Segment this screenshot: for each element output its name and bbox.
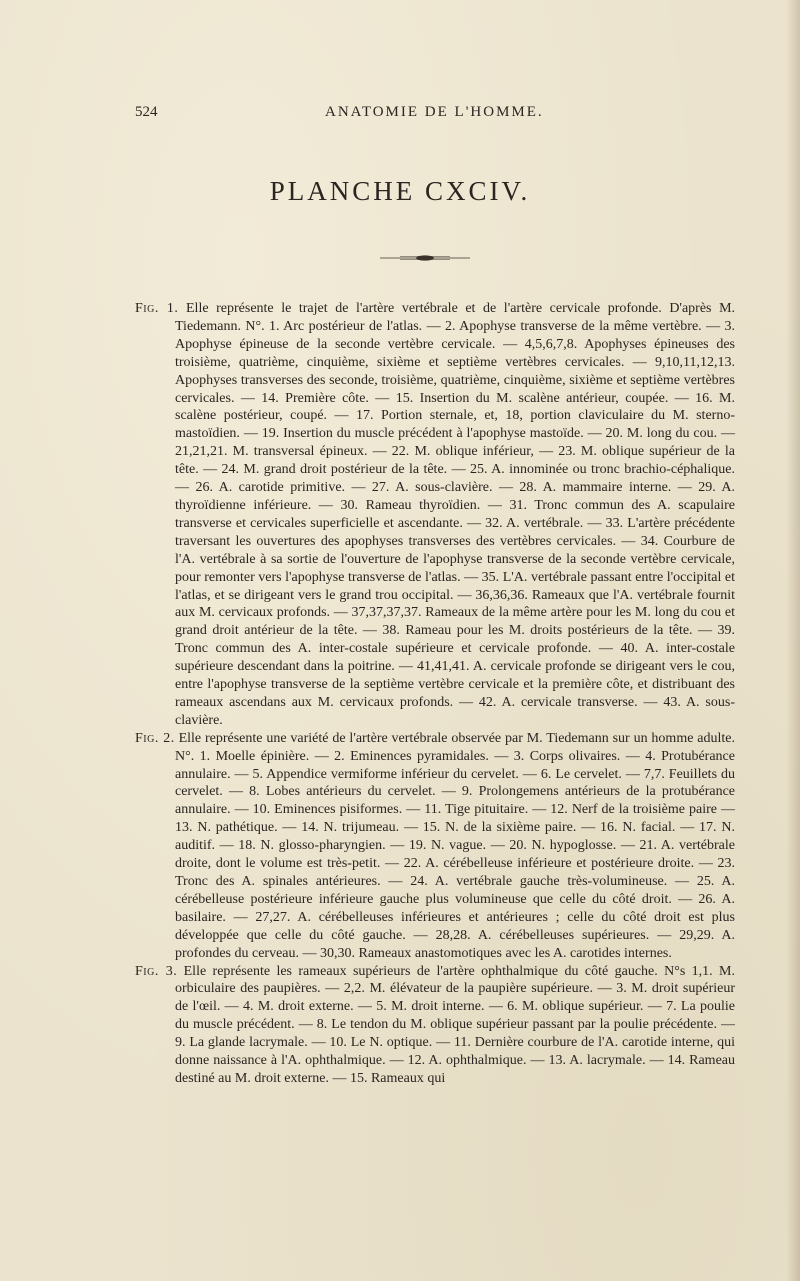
running-head	[135, 104, 735, 126]
figure-text-1: Elle représente le trajet de l'artère vertébrale et de l'artère cervicale profonde. D'après M. Tiedemann. N°. 1. Arc postérieur de l'atlas. — 2. Apophyse transverse de la même vertèbre. — 3. Apophyse épineuse de la seconde vertèbre cervicale. — 4,5,6,7,8. Apophyses épineuses des troisième, quatrième, cinquième, sixième et septième vertèbres cervicales. — 9,10,11,12,13. Apophyses transverses des seconde, troisième, quatrième, cinquième, sixième et septième vertèbres cervicales. — 14. Première côte. — 15. Insertion du M. scalène antérieur, coupée. — 16. M. scalène postérieur, coupé. — 17. Portion sternale, et, 18, portion claviculaire du M. sterno-mastoïdien. — 19. Insertion du muscle précédent à l'apophyse mastoïde. — 20. M. long du cou. — 21,21,21. M. transversal épineux. — 22. M. oblique inférieur, — 23. M. oblique supérieur de la tête. — 24. M. grand droit postérieur de la tête. — 25. A. innominée ou tronc brachio-céphalique. — 26. A. carotide primitive. — 27. A. sous-clavière. — 28. A. mammaire interne. — 29. A. thyroïdienne inférieure. — 30. Rameau thyroïdien. — 31. Tronc commun des A. scapulaire transverse et cervicales superficielle et ascendante. — 32. A. vertébrale. — 33. L'artère précédente traversant les ouvertures des apophyses transverses des vertèbres cervicales. — 34. Courbure de l'A. vertébrale à sa sortie de l'ouverture de l'apophyse transverse de la seconde vertèbre cervicale, pour remonter vers l'apophyse transverse de l'atlas. — 35. L'A. vertébrale passant entre l'occipital et l'atlas, et se dirigeant vers le grand trou occipital. — 36,36,36. Rameaux que l'A. vertébrale fournit aux M. cervicaux profonds. — 37,37,37,37. Rameaux de la même artère pour les M. long du cou et grand droit antérieur de la tête. — 38. Rameau pour les M. droits postérieurs de la tête. — 39. Tronc commun des A. inter-costale supérieure et cervicale profonde. — 40. A. inter-costale supérieure descendant dans la poitrine. — 41,41,41. A. cervicale profonde se dirigeant vers le cou, entre l'apophyse transverse de la septième vertèbre cervicale et la première côte, et distribuant des rameaux ascendans aux M. cervicaux profonds. — 42. A. cervicale transverse. — 43. A. sous-clavière.	[175, 301, 736, 728]
figure-text-2: Elle représente une variété de l'artère vertébrale observée par M. Tiedemann sur un homme adulte. N°. 1. Moelle épinière. — 2. Eminences pyramidales. — 3. Corps olivaires. — 4. Protubérance annulaire. — 5. Appendice vermiforme inférieur du cervelet. — 6. Le cervelet. — 7,7. Feuillets du cervelet. — 8. Lobes antérieurs du cervelet. — 9. Prolongemens antérieurs de la protubérance annulaire. — 10. Eminences pisiformes. — 11. Tige pituitaire. — 12. Nerf de la troisième paire — 13. N. pathétique. — 14. N. trijumeau. — 15. N. de la sixième paire. — 16. N. facial. — 17. N. auditif. — 18. N. glosso-pharyngien. — 19. N. vague. — 20. N. hypoglosse. — 21. A. vertébrale droite, dont le volume est très-petit. — 22. A. cérébelleuse inférieure et postérieure droite. — 23. Tronc des A. spinales antérieures. — 24. A. vertébrale gauche très-volumineuse. — 25. A. cérébelleuse postérieure inférieure gauche plus volumineuse que celle du côté droit. — 26. A. basilaire. — 27,27. A. cérébelleuses inférieures et antérieures ; celle du côté droit est plus développée que celle du côté gauche. — 28,28. A. cérébelleuses supérieures. — 29,29. A. profondes du cerveau. — 30,30. Rameaux anastomotiques avec les A. carotides internes.	[175, 730, 735, 961]
figure-label-1: Fig. 1.	[135, 301, 179, 316]
figure-label-2: Fig. 2.	[135, 730, 175, 746]
plate-explanation	[135, 300, 735, 1088]
figure-paragraph-1	[135, 300, 735, 730]
figure-paragraph-2	[135, 730, 735, 963]
running-head-title: ANATOMIE DE L'HOMME.	[325, 104, 544, 120]
plate-title: PLANCHE CXCIV.	[269, 176, 531, 206]
ornament-rule-icon	[380, 254, 470, 262]
figure-paragraph-3	[135, 963, 735, 1088]
figure-text-3: Elle représente les rameaux supérieurs de l'artère ophthalmique du côté gauche. N°s 1,1. M. orbiculaire des paupières. — 2,2. M. élévateur de la paupière supérieure. — 3. M. droit supérieur de l'œil. — 4. M. droit externe. — 5. M. droit interne. — 6. M. oblique supérieur. — 7. La poulie du muscle précédent. — 8. Le tendon du M. oblique supérieur passant par la poulie précédente. — 9. La glande lacrymale. — 10. Le N. optique. — 11. Dernière courbure de l'A. carotide interne, qui donne naissance à l'A. ophthalmique. — 12. A. ophthalmique. — 13. A. lacrymale. — 14. Rameau destiné au M. droit externe. — 15. Rameaux qui	[175, 963, 735, 1086]
figure-label-3: Fig. 3.	[135, 963, 178, 979]
page-number: 524	[135, 104, 158, 120]
